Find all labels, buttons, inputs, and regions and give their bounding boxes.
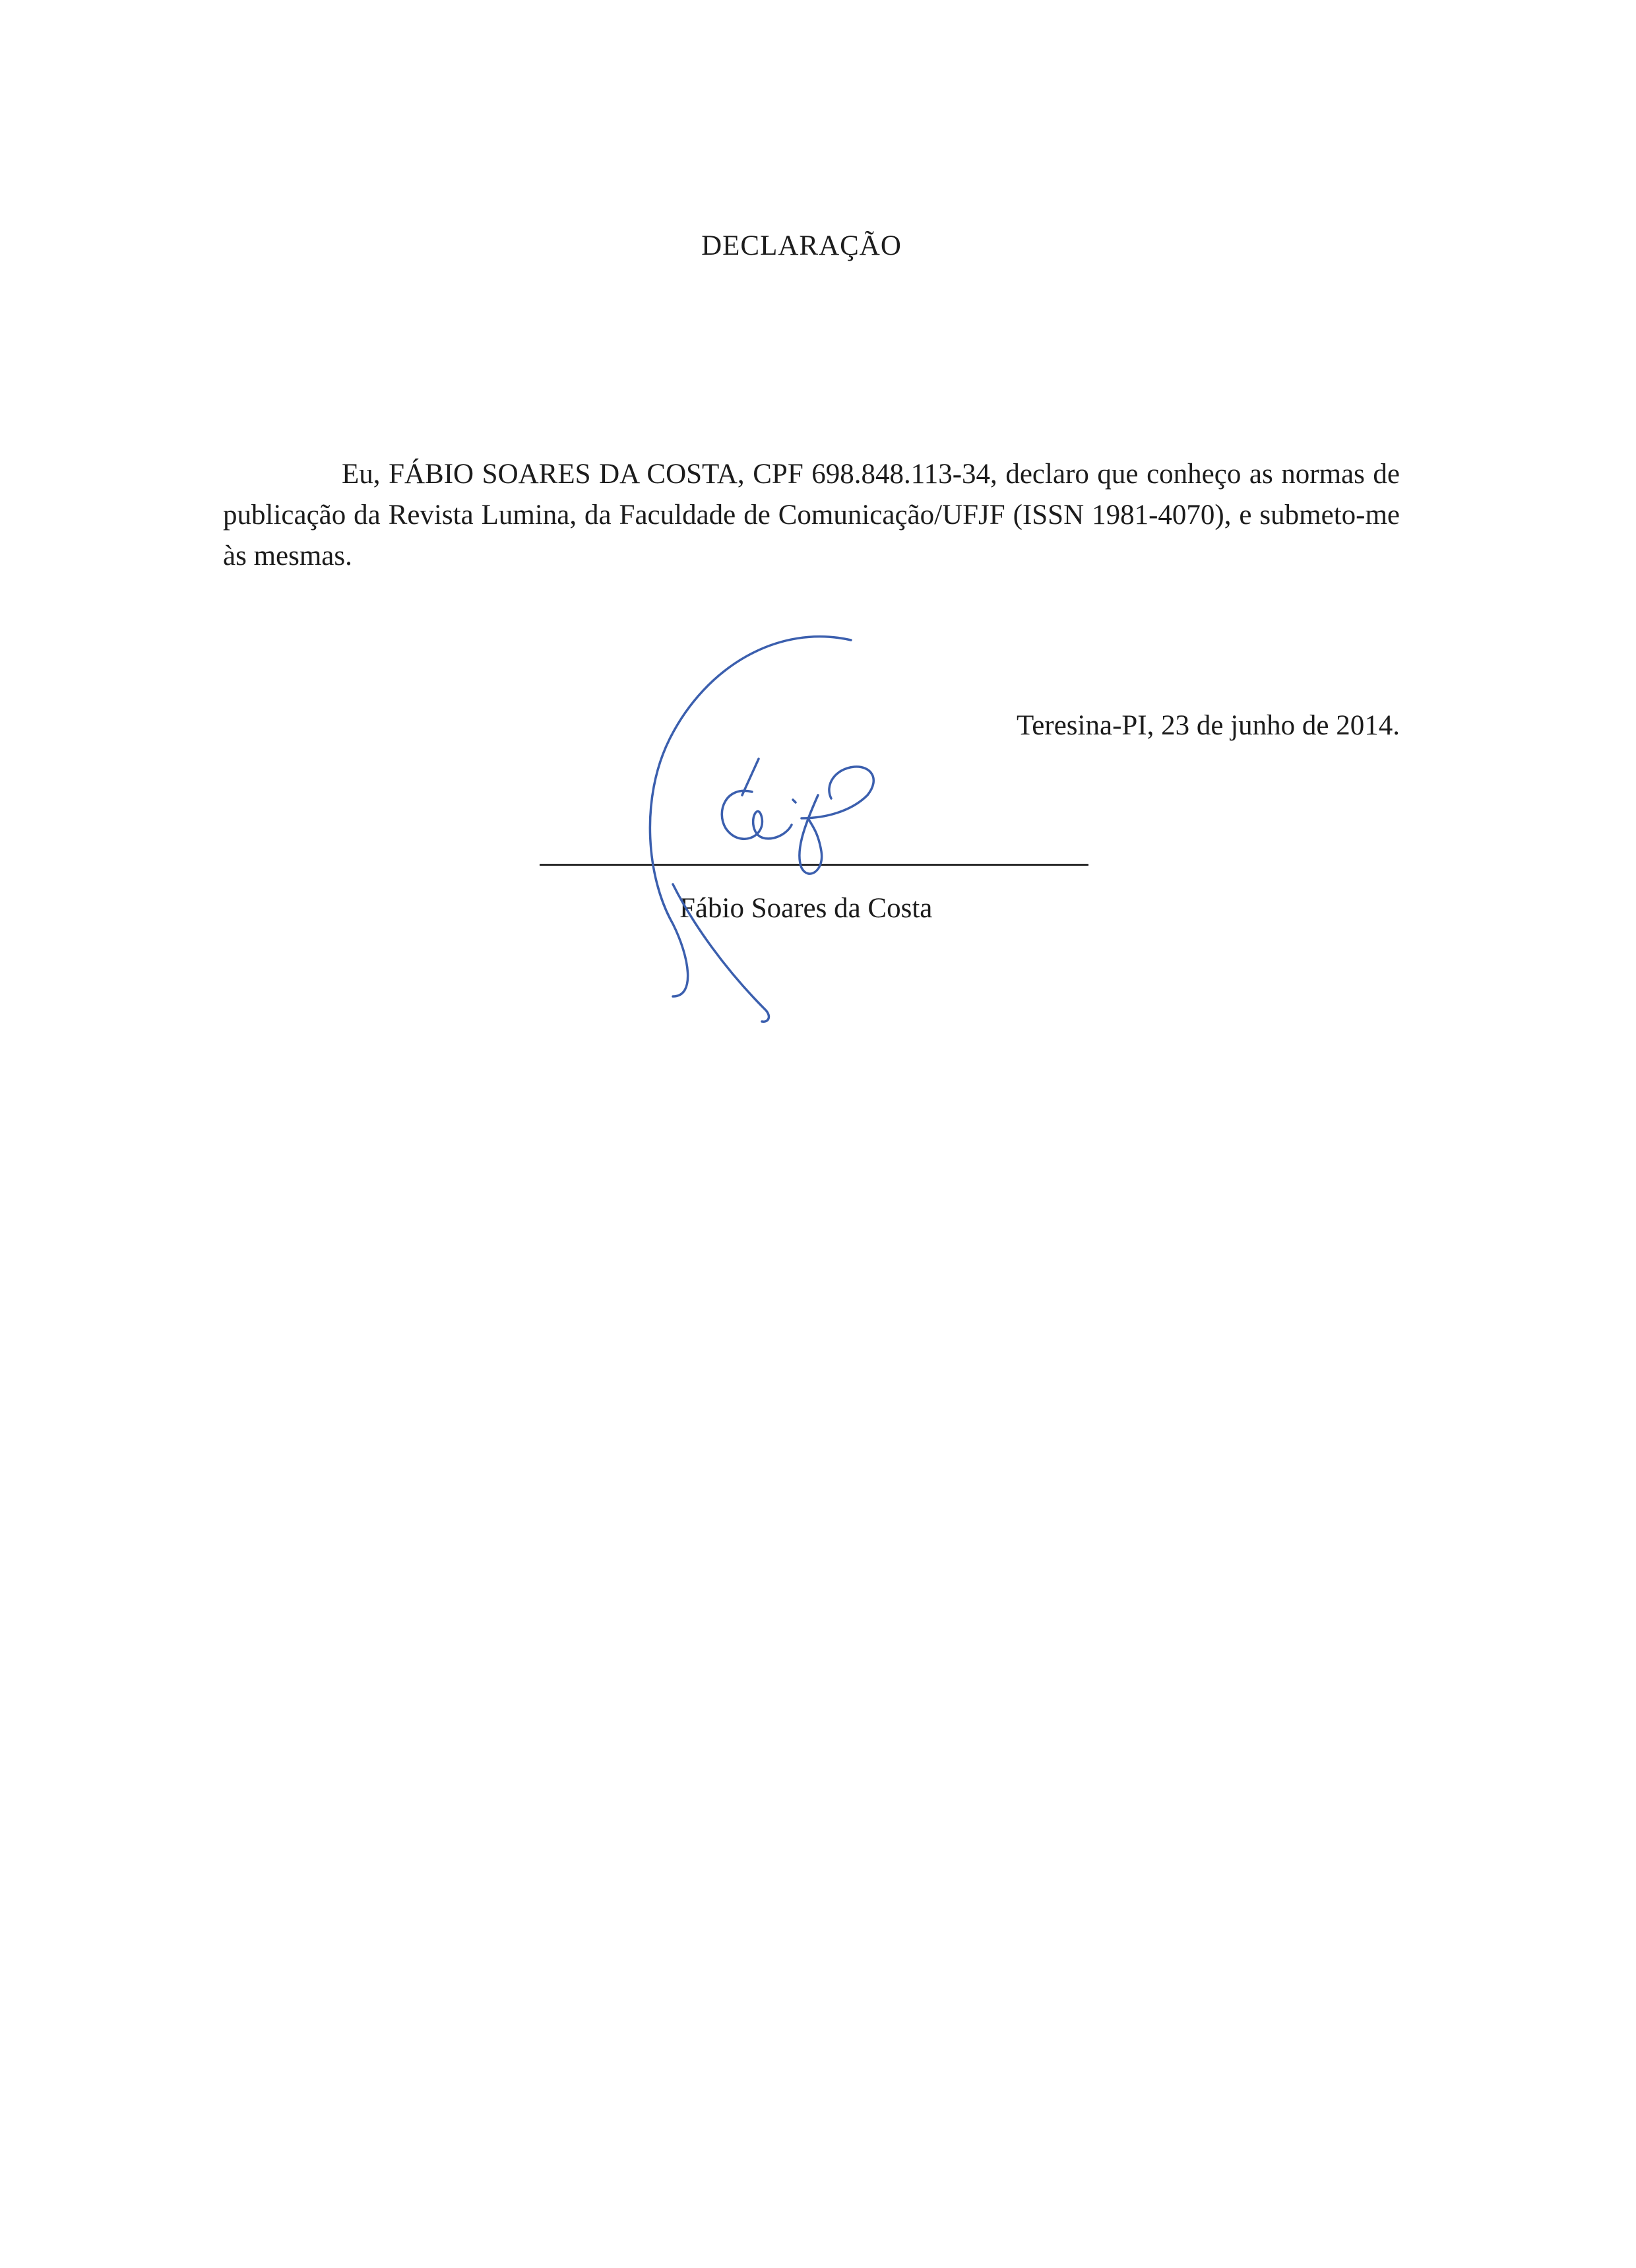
document-title: DECLARAÇÃO — [701, 230, 902, 261]
declaration-body: Eu, FÁBIO SOARES DA COSTA, CPF 698.848.113-34, declaro que conheço as normas de publicação da Revista Lumina, da Faculdade de Comunicação/UFJF (ISSN 1981-4070), e submeto-me às mesmas. — [223, 459, 1400, 571]
signature-line — [540, 864, 1088, 866]
handwritten-signature — [633, 627, 937, 1023]
signer-name: Fábio Soares da Costa — [679, 893, 933, 924]
place-and-date: Teresina-PI, 23 de junho de 2014. — [1017, 710, 1400, 741]
